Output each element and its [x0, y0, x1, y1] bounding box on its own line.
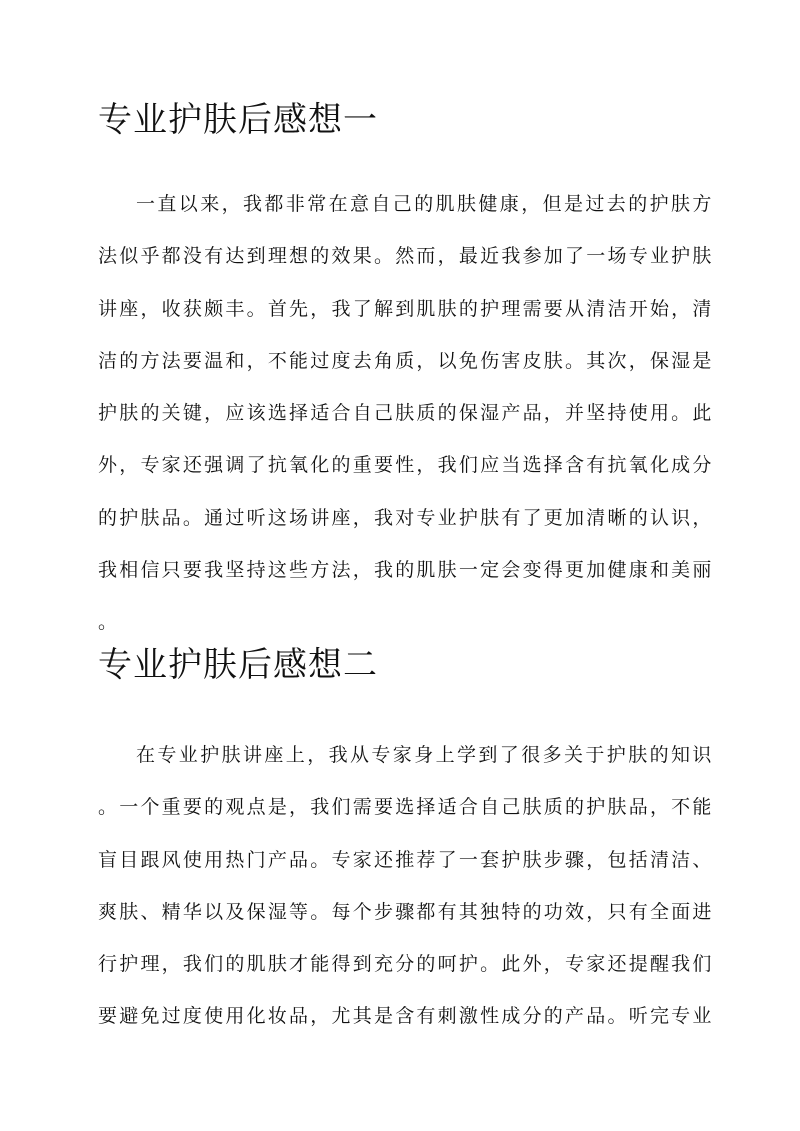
paragraph-line: 。 [98, 611, 118, 634]
paragraph-line: 爽肤、精华以及保湿等。每个步骤都有其独特的功效，只有全面进 [98, 900, 712, 923]
paragraph-line: 法似乎都没有达到理想的效果。然而，最近我参加了一场专业护肤 [98, 245, 712, 268]
section-title: 专业护肤后感想一 [98, 100, 378, 140]
paragraph-line: 在专业护肤讲座上，我从专家身上学到了很多关于护肤的知识 [136, 744, 712, 766]
paragraph-line: 要避免过度使用化妆品，尤其是含有刺激性成分的产品。听完专业 [98, 1005, 712, 1028]
paragraph-line: 的护肤品。通过听这场讲座，我对专业护肤有了更加清晰的认识， [98, 506, 712, 529]
paragraph-line: 一直以来，我都非常在意自己的肌肤健康，但是过去的护肤方 [136, 193, 712, 215]
section-paragraph [98, 740, 712, 1054]
paragraph-line: 护肤的关键，应该选择适合自己肤质的保湿产品，并坚持使用。此 [98, 402, 712, 425]
paragraph-line: 。一个重要的观点是，我们需要选择适合自己肤质的护肤品，不能 [98, 796, 712, 819]
paragraph-line: 洁的方法要温和，不能过度去角质，以免伤害皮肤。其次，保湿是 [98, 349, 712, 372]
paragraph-line: 外，专家还强调了抗氧化的重要性，我们应当选择含有抗氧化成分 [98, 454, 712, 477]
paragraph-line: 我相信只要我坚持这些方法，我的肌肤一定会变得更加健康和美丽 [98, 559, 712, 582]
paragraph-line: 讲座，收获颇丰。首先，我了解到肌肤的护理需要从清洁开始，清 [98, 297, 712, 320]
section-title: 专业护肤后感想二 [98, 645, 378, 685]
section-paragraph [98, 189, 712, 660]
paragraph-line: 行护理，我们的肌肤才能得到充分的呵护。此外，专家还提醒我们 [98, 953, 712, 976]
paragraph-line: 盲目跟风使用热门产品。专家还推荐了一套护肤步骤，包括清洁、 [98, 848, 712, 871]
